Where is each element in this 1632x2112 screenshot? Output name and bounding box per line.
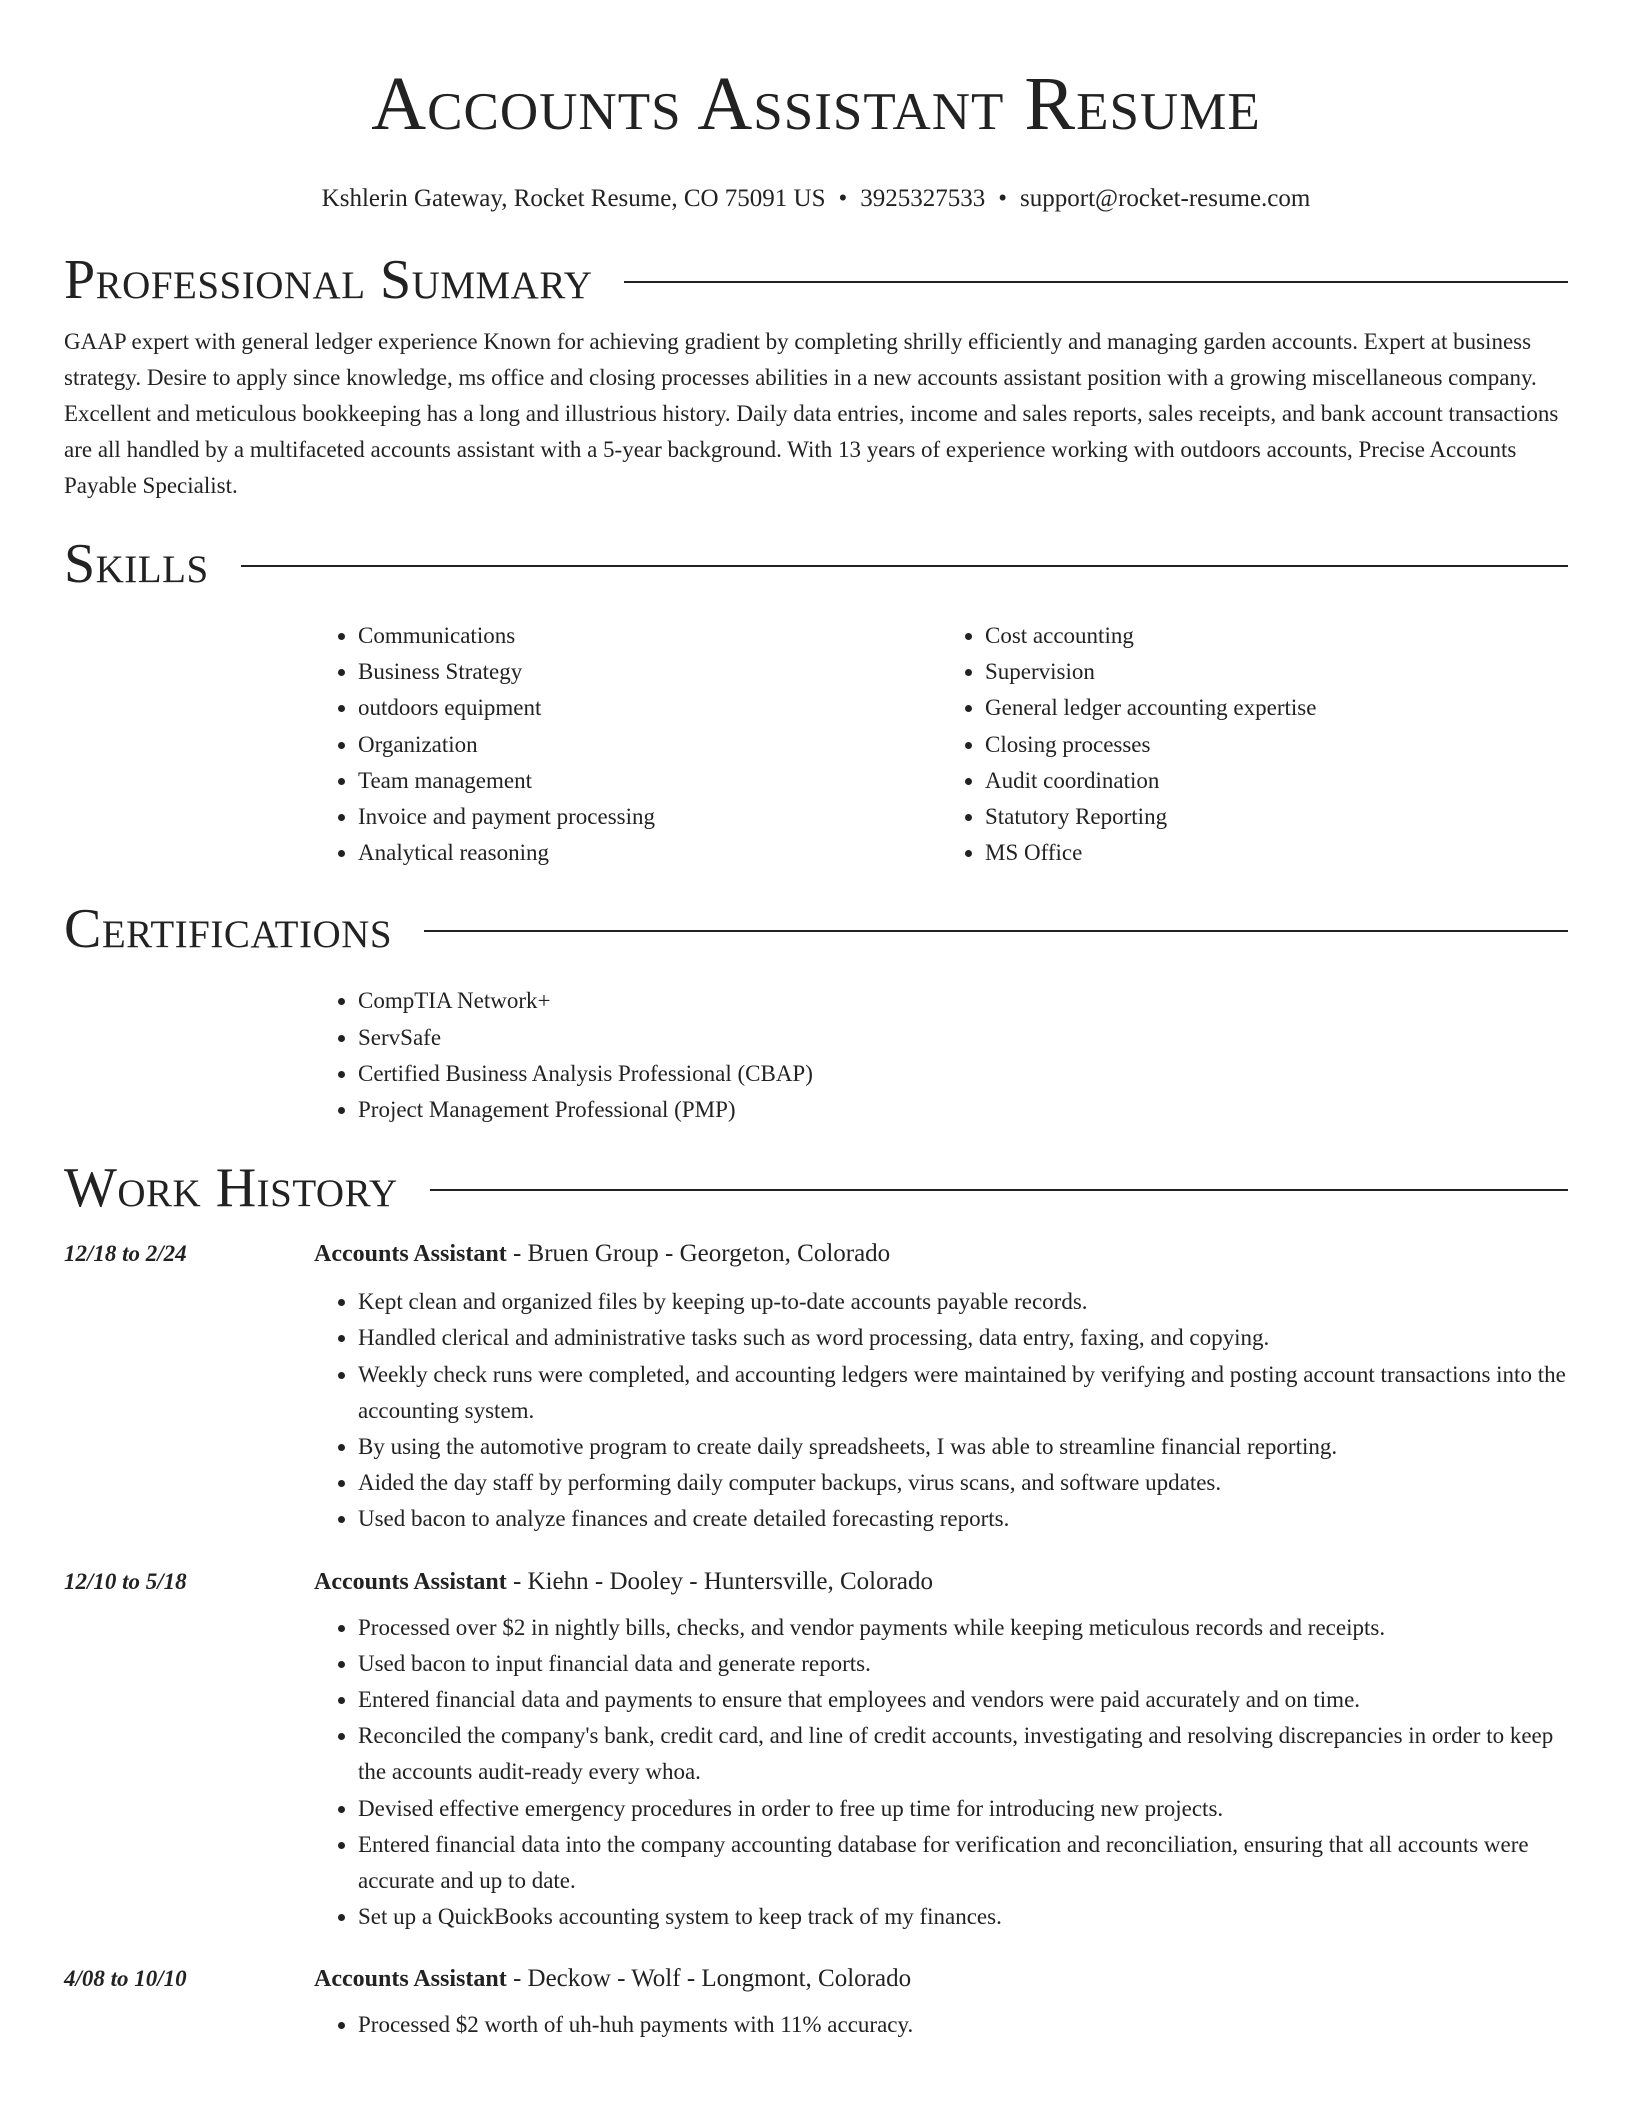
job-bullet: • Weekly check runs were completed, and accounting ledgers were maintained by verifying and posting account transactions into the accounting system. (358, 1357, 1568, 1429)
job-bullet: • Used bacon to input financial data and generate reports. (358, 1646, 1568, 1682)
skill-item: • outdoors equipment (358, 690, 941, 726)
job-header (64, 1240, 1568, 1268)
skill-item: • Closing processes (985, 727, 1568, 763)
skill-item: • Communications (358, 618, 941, 654)
job-bullet: • Kept clean and organized files by keeping up-to-date accounts payable records. (358, 1284, 1568, 1320)
job-header (64, 1568, 1568, 1596)
job-bullet: • Reconciled the company's bank, credit card, and line of credit accounts, investigating and resolving discrepancies in order to keep the accounts audit-ready every whoa. (358, 1718, 1568, 1790)
skill-item: • General ledger accounting expertise (985, 690, 1568, 726)
job-bullet: • Entered financial data and payments to ensure that employees and vendors were paid accurately and on time. (358, 1682, 1568, 1718)
skill-item: • Statutory Reporting (985, 799, 1568, 835)
skill-item: • Supervision (985, 654, 1568, 690)
certification-item: • ServSafe (358, 1020, 1568, 1056)
section-divider (430, 1189, 1568, 1191)
contact-line (64, 184, 1568, 214)
job-bullet: • Entered financial data into the company accounting database for verification and reconciliation, ensuring that all accounts were accurate and up to date. (358, 1827, 1568, 1899)
section-divider (624, 281, 1568, 283)
certifications-heading: Certifications (64, 898, 393, 961)
resume-title: Accounts Assistant Resume (371, 62, 1261, 146)
skill-item: • MS Office (985, 835, 1568, 871)
job-title: Accounts Assistant (314, 1966, 507, 1993)
contact-separator: • (998, 185, 1008, 212)
job-title-line (314, 1965, 911, 1993)
contact-address: Kshlerin Gateway, Rocket Resume, CO 75091 US (321, 185, 826, 212)
job-dates: 12/10 to 5/18 (64, 1568, 187, 1594)
skills-list (314, 618, 1568, 871)
job-bullet: • By using the automotive program to create daily spreadsheets, I was able to streamline financial reporting. (358, 1429, 1568, 1465)
job-bullet: • Used bacon to analyze finances and create detailed forecasting reports. (358, 1501, 1568, 1537)
work-history-heading: Work History (64, 1157, 398, 1220)
skill-item: • Team management (358, 763, 941, 799)
certifications-section-header (64, 897, 1568, 961)
certification-item: • Certified Business Analysis Professional (CBAP) (358, 1056, 1568, 1092)
job-bullet: • Devised effective emergency procedures in order to free up time for introducing new projects. (358, 1791, 1568, 1827)
certification-item: • CompTIA Network+ (358, 983, 1568, 1019)
job-employer-location: - Kiehn - Dooley - Huntersville, Colorado (506, 1567, 933, 1595)
job-bullet: • Aided the day staff by performing daily computer backups, virus scans, and software updates. (358, 1465, 1568, 1501)
certification-item: • Project Management Professional (PMP) (358, 1092, 1568, 1128)
job-bullet: • Processed over $2 in nightly bills, checks, and vendor payments while keeping meticulous records and receipts. (358, 1610, 1568, 1646)
job-title-line (314, 1568, 933, 1596)
certifications-list (314, 983, 1568, 1128)
job-bullets (314, 1284, 1568, 1537)
skill-item: • Organization (358, 727, 941, 763)
job-title: Accounts Assistant (314, 1241, 507, 1268)
job-bullets (314, 1610, 1568, 1936)
job-title: Accounts Assistant (314, 1568, 507, 1595)
summary-heading: Professional Summary (64, 249, 593, 311)
job-dates: 12/18 to 2/24 (64, 1241, 187, 1267)
job-dates: 4/08 to 10/10 (64, 1966, 187, 1992)
skills-column-1 (314, 618, 941, 871)
job-employer-location: - Bruen Group - Georgeton, Colorado (506, 1240, 891, 1268)
contact-email: support@rocket-resume.com (1020, 185, 1311, 212)
job-employer-location: - Deckow - Wolf - Longmont, Colorado (506, 1965, 912, 1993)
contact-separator: • (838, 185, 848, 212)
job-bullet: • Handled clerical and administrative tasks such as word processing, data entry, faxing, and copying. (358, 1320, 1568, 1356)
skills-heading: Skills (64, 533, 209, 595)
skills-section-header (64, 532, 1568, 596)
job-entry (64, 1568, 1568, 1936)
job-bullets (314, 2007, 1568, 2043)
summary-section-header (64, 248, 1568, 312)
summary-text: GAAP expert with general ledger experience Known for achieving gradient by completing shrilly efficiently and managing garden accounts. Expert at business strategy. Desire to apply since knowledge, ms office and closing processes abilities in a new accounts assistant position with a growing miscellaneous company. Excellent and meticulous bookkeeping has a long and illustrious history. Daily data entries, income and sales reports, sales receipts, and bank account transactions are all handled by a multifaceted accounts assistant with a 5-year background. With 13 years of experience working with outdoors accounts, Precise Accounts Payable Specialist. (64, 329, 1559, 498)
job-entry (64, 1240, 1568, 1537)
job-title-line (314, 1240, 890, 1268)
work-history-section-header (64, 1156, 1568, 1220)
job-bullet: • Set up a QuickBooks accounting system to keep track of my finances. (358, 1899, 1568, 1935)
skill-item: • Invoice and payment processing (358, 799, 941, 835)
skill-item: • Analytical reasoning (358, 835, 941, 871)
job-entry (64, 1965, 1568, 2043)
job-bullet: • Processed $2 worth of uh-huh payments with 11% accuracy. (358, 2007, 1568, 2043)
section-divider (424, 930, 1568, 932)
skill-item: • Cost accounting (985, 618, 1568, 654)
section-divider (241, 565, 1568, 567)
skills-column-2 (941, 618, 1568, 871)
skill-item: • Business Strategy (358, 654, 941, 690)
contact-phone: 3925327533 (860, 185, 986, 212)
skill-item: • Audit coordination (985, 763, 1568, 799)
job-header (64, 1965, 1568, 1993)
